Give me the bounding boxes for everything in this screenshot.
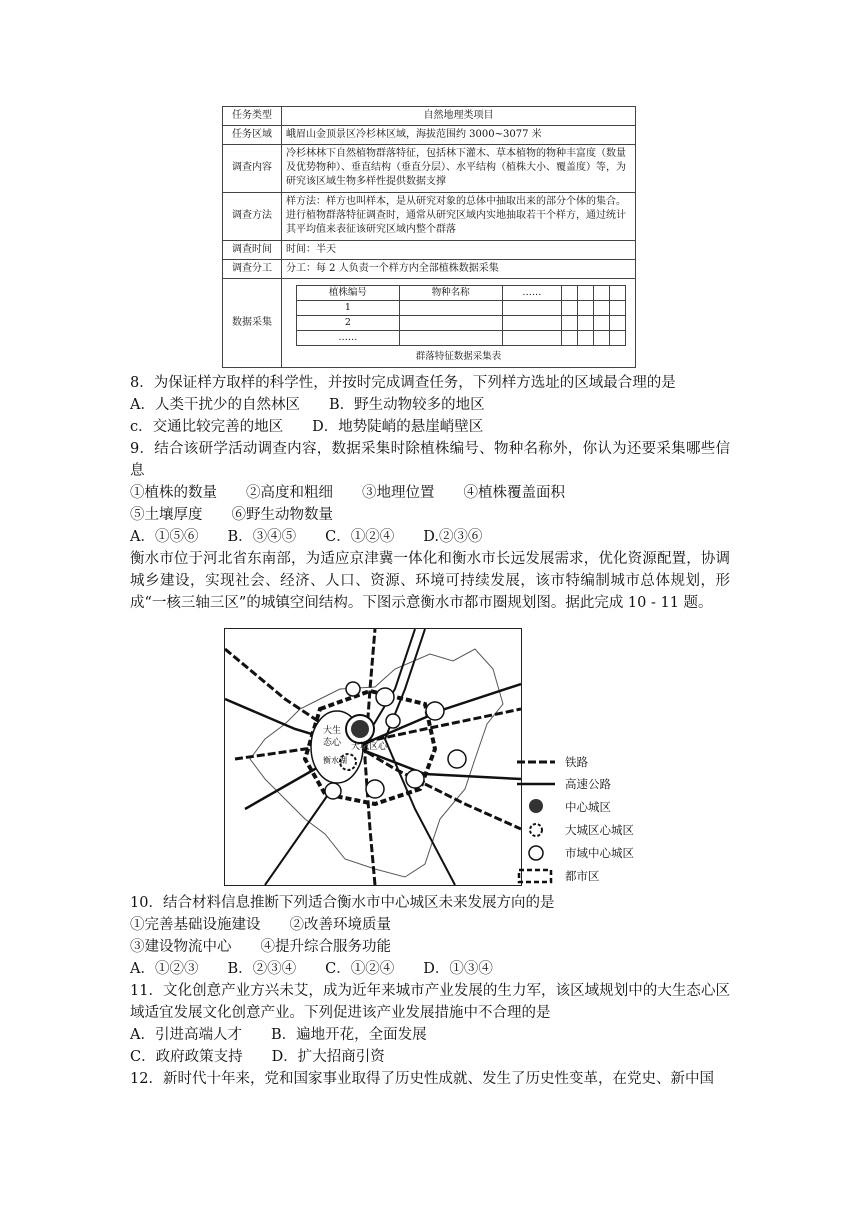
inner-header (593, 286, 609, 301)
legend-big-core-symbol (530, 824, 542, 836)
city-center-marker (366, 780, 384, 798)
inner-header: 物种名称 (399, 286, 502, 301)
inner-cell (593, 301, 609, 316)
question-11-options-cd: C．政府政策支持 D．扩大招商引资 (130, 1049, 385, 1065)
table-value: 分工：每 2 人负责一个样方内全部植株数据采集 (282, 259, 636, 278)
label-big-city-core: 大城区心 (351, 742, 388, 752)
city-center-marker (448, 750, 466, 768)
question-9-items-2: ⑤土壤厚度 ⑥野生动物数量 (130, 507, 333, 523)
legend-big-core-label: 大城区心城区 (565, 823, 634, 837)
center-city-marker (351, 720, 369, 738)
inner-cell (577, 316, 593, 331)
questions-top (130, 372, 730, 614)
city-center-marker (426, 702, 444, 720)
question-9-items-1: ①植株的数量 ②高度和粗细 ③地理位置 ④植株覆盖面积 (130, 485, 565, 501)
survey-table (222, 106, 636, 368)
legend-city-center-symbol (529, 846, 543, 860)
legend-center-label: 中心城区 (565, 800, 611, 814)
inner-cell (577, 331, 593, 346)
question-8-options-ab: A．人类干扰少的自然林区 B．野生动物较多的地区 (130, 397, 485, 413)
inner-cell: 1 (297, 301, 400, 316)
question-11-options-ab: A．引进高端人才 B．遍地开花，全面发展 (130, 1027, 427, 1043)
metro-map (224, 628, 522, 886)
question-10-items-1: ①完善基础设施建设 ②改善环境质量 (130, 917, 391, 933)
question-10-items-2: ③建设物流中心 ④提升综合服务功能 (130, 939, 391, 955)
inner-cell (562, 301, 578, 316)
table-value: 峨眉山金顶景区冷杉林区域，海拔范围约 3000~3077 米 (282, 126, 636, 145)
legend-highway-label: 高速公路 (565, 777, 611, 791)
label-ecology-core-2: 态心 (323, 738, 342, 748)
inner-cell (593, 316, 609, 331)
inner-cell (399, 301, 502, 316)
city-center-marker (325, 783, 341, 799)
legend-railway-label: 铁路 (565, 755, 588, 769)
table-label: 调查时间 (223, 240, 282, 259)
question-9: 9．结合该研学活动调查内容，数据采集时除植株编号、物种名称外，你认为还要采集哪些信息 (130, 441, 730, 479)
question-8-options-cd: c．交通比较完善的地区 D．地势陡峭的悬崖峭壁区 (130, 419, 484, 435)
map-legend (515, 752, 645, 892)
inner-cell (609, 331, 625, 346)
table-value: 冷杉林林下自然植物群落特征，包括林下灌木、草本植物的物种丰富度（数量及优势物种）、垂直结构（垂直分层）、水平结构（植株大小、覆盖度）等，为研究该区域生物多样性提供数据支撑 (282, 145, 636, 193)
table-label: 调查内容 (223, 145, 282, 193)
inner-header: …… (502, 286, 561, 301)
inner-cell (502, 331, 561, 346)
inner-cell (577, 301, 593, 316)
inner-cell (562, 331, 578, 346)
legend-metro-label: 都市区 (565, 869, 600, 883)
table-value: 自然地理类项目 (282, 107, 636, 126)
inner-cell (593, 331, 609, 346)
collection-form-table (296, 285, 626, 346)
table-label: 任务区域 (223, 126, 282, 145)
city-center-marker (406, 770, 424, 788)
inner-cell (609, 316, 625, 331)
questions-bottom (130, 892, 730, 1090)
city-center-marker (386, 714, 400, 728)
legend-metro-symbol (519, 870, 551, 882)
table-label: 调查方法 (223, 192, 282, 240)
question-9-answers: A．①⑤⑥ B．③④⑤ C．①②④ D.②③⑥ (130, 529, 483, 545)
inner-cell (502, 316, 561, 331)
legend-symbols (515, 752, 561, 892)
data-collection-cell (282, 278, 636, 367)
label-ecology-core: 大生 (323, 726, 342, 736)
question-11: 11．文化创意产业方兴未艾，成为近年来城市产业发展的生力军，该区域规划中的大生态心区域适宜发展文化创意产业。下列促进该产业发展措施中不合理的是 (130, 983, 730, 1021)
table-label: 任务类型 (223, 107, 282, 126)
question-12: 12．新时代十年来，党和国家事业取得了历史性成就、发生了历史性变革，在党史、新中国 (130, 1071, 714, 1087)
highway-line (385, 629, 455, 885)
inner-cell: 2 (297, 316, 400, 331)
table-label: 数据采集 (223, 278, 282, 367)
question-10-answers: A．①②③ B．②③④ C．①②④ D．①③④ (130, 961, 493, 977)
passage-intro: 衡水市位于河北省东南部，为适应京津冀一体化和衡水市长远发展需求，优化资源配置，协调城乡建设，实现社会、经济、人口、资源、环境可持续发展，该市特编制城市总体规划，形成“一核三轴三区”的城镇空间结构。下图示意衡水市都市圈规划图。据此完成 10 - 11 题。 (130, 551, 730, 611)
inner-header: 植株编号 (297, 286, 400, 301)
legend-center-symbol (529, 799, 543, 813)
city-center-marker (346, 682, 360, 696)
table-value: 样方法：样方也叫样本，是从研究对象的总体中抽取出来的部分个体的集合。进行植物群落特征调查时，通常从研究区域内实地抽取若干个样方，通过统计其平均值来表征该研究区域内整个群落 (282, 192, 636, 240)
question-10: 10．结合材料信息推断下列适合衡水市中心城区未来发展方向的是 (130, 895, 555, 911)
city-center-marker (376, 688, 394, 706)
inner-cell (399, 331, 502, 346)
inner-cell: …… (297, 331, 400, 346)
label-hengshui-lake: 衡水湖 (323, 756, 347, 765)
inner-cell (562, 316, 578, 331)
inner-header (562, 286, 578, 301)
inner-header (577, 286, 593, 301)
inner-cell (502, 301, 561, 316)
inner-header (609, 286, 625, 301)
table-caption: 群落特征数据采集表 (415, 351, 502, 363)
table-label: 调查分工 (223, 259, 282, 278)
legend-city-center-label: 市域中心城区 (565, 846, 634, 860)
table-value: 时间：半天 (282, 240, 636, 259)
inner-cell (399, 316, 502, 331)
question-8: 8．为保证样方取样的科学性，并按时完成调查任务，下列样方选址的区域最合理的是 (130, 375, 676, 391)
inner-cell (609, 301, 625, 316)
